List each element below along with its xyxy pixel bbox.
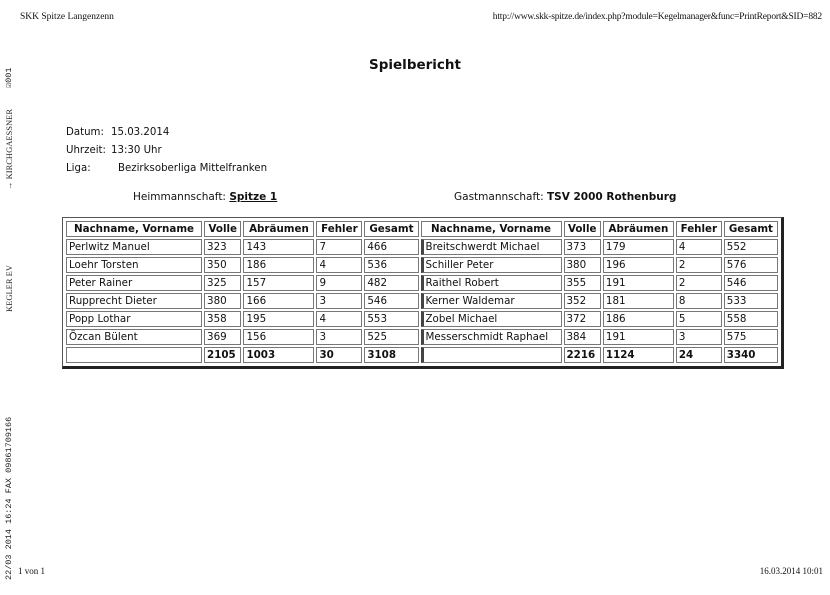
home-team-label: Heimmannschaft: — [133, 191, 226, 203]
league-value: Bezirksoberliga Mittelfranken — [118, 163, 268, 174]
table-row — [66, 275, 778, 291]
table-row — [66, 329, 778, 345]
home-fehler-cell: 9 — [316, 275, 362, 291]
table-row — [66, 257, 778, 273]
guest-fehler-cell: 4 — [676, 239, 722, 255]
home-gesamt-cell: 482 — [364, 275, 418, 291]
fax-page-marker: ☑001 — [4, 67, 14, 88]
home-name-cell: Özcan Bülent — [66, 329, 202, 345]
home-gesamt-cell: 466 — [364, 239, 418, 255]
date-label: Datum: — [66, 127, 104, 138]
guest-total-gesamt-cell: 3340 — [724, 347, 778, 363]
page-title: Spielbericht — [369, 57, 461, 73]
fax-sender: → KIRCHGAESSNER — [4, 109, 14, 190]
home-abraeumen-cell: 143 — [243, 239, 314, 255]
guest-total-fehler-cell: 24 — [676, 347, 722, 363]
home-volle-cell: 325 — [204, 275, 241, 291]
guest-gesamt-cell: 552 — [724, 239, 778, 255]
guest-total-name-cell — [421, 347, 562, 363]
guest-volle-cell: 380 — [564, 257, 601, 273]
home-total-name-cell — [66, 347, 202, 363]
col-guest-fehler: Fehler — [676, 221, 722, 237]
guest-team-name: TSV 2000 Rothenburg — [546, 191, 677, 203]
col-guest-gesamt: Gesamt — [724, 221, 778, 237]
home-name-cell: Peter Rainer — [66, 275, 202, 291]
league-label: Liga: — [66, 163, 91, 174]
totals-row — [66, 347, 778, 363]
meta-date — [66, 127, 169, 138]
col-home-volle: Volle — [204, 221, 241, 237]
guest-abraeumen-cell: 196 — [603, 257, 674, 273]
guest-volle-cell: 372 — [564, 311, 601, 327]
guest-fehler-cell: 2 — [676, 275, 722, 291]
score-table-frame — [62, 217, 784, 369]
meta-time — [66, 145, 162, 156]
col-guest-abraeumen: Abräumen — [603, 221, 674, 237]
guest-fehler-cell: 8 — [676, 293, 722, 309]
table-row — [66, 239, 778, 255]
home-fehler-cell: 4 — [316, 311, 362, 327]
home-fehler-cell: 3 — [316, 293, 362, 309]
home-name-cell: Popp Lothar — [66, 311, 202, 327]
home-fehler-cell: 3 — [316, 329, 362, 345]
guest-fehler-cell: 5 — [676, 311, 722, 327]
home-abraeumen-cell: 195 — [243, 311, 314, 327]
col-guest-volle: Volle — [564, 221, 601, 237]
home-gesamt-cell: 525 — [364, 329, 418, 345]
home-gesamt-cell: 536 — [364, 257, 418, 273]
col-home-fehler: Fehler — [316, 221, 362, 237]
home-gesamt-cell: 546 — [364, 293, 418, 309]
page-url: http://www.skk-spitze.de/index.php?module=Kegelmanager&func=PrintReport&SID=882 — [492, 12, 822, 22]
guest-fehler-cell: 3 — [676, 329, 722, 345]
guest-name-cell: Breitschwerdt Michael — [421, 239, 562, 255]
home-volle-cell: 323 — [204, 239, 241, 255]
guest-name-cell: Messerschmidt Raphael — [421, 329, 562, 345]
guest-team-label: Gastmannschaft: — [454, 191, 544, 203]
score-table — [64, 219, 780, 365]
table-row — [66, 311, 778, 327]
home-total-abraeumen-cell: 1003 — [243, 347, 314, 363]
guest-gesamt-cell: 546 — [724, 275, 778, 291]
guest-gesamt-cell: 558 — [724, 311, 778, 327]
guest-name-cell: Zobel Michael — [421, 311, 562, 327]
guest-gesamt-cell: 533 — [724, 293, 778, 309]
home-total-gesamt-cell: 3108 — [364, 347, 418, 363]
home-name-cell: Loehr Torsten — [66, 257, 202, 273]
fax-line: 22/03 2014 16:24 FAX 09861709166 — [4, 416, 14, 580]
col-home-name: Nachname, Vorname — [66, 221, 202, 237]
guest-abraeumen-cell: 186 — [603, 311, 674, 327]
site-name: SKK Spitze Langenzenn — [20, 12, 114, 22]
guest-fehler-cell: 2 — [676, 257, 722, 273]
guest-volle-cell: 384 — [564, 329, 601, 345]
home-abraeumen-cell: 166 — [243, 293, 314, 309]
home-abraeumen-cell: 156 — [243, 329, 314, 345]
print-timestamp: 16.03.2014 10:01 — [759, 566, 823, 576]
home-volle-cell: 358 — [204, 311, 241, 327]
guest-name-cell: Schiller Peter — [421, 257, 562, 273]
date-value: 15.03.2014 — [111, 127, 170, 138]
guest-team — [454, 191, 676, 203]
guest-volle-cell: 352 — [564, 293, 601, 309]
guest-abraeumen-cell: 181 — [603, 293, 674, 309]
home-team-name[interactable]: Spitze 1 — [229, 191, 278, 203]
home-fehler-cell: 4 — [316, 257, 362, 273]
home-team — [133, 191, 277, 203]
home-volle-cell: 350 — [204, 257, 241, 273]
home-gesamt-cell: 553 — [364, 311, 418, 327]
home-abraeumen-cell: 186 — [243, 257, 314, 273]
meta-league — [66, 163, 267, 174]
home-abraeumen-cell: 157 — [243, 275, 314, 291]
col-home-abraeumen: Abräumen — [243, 221, 314, 237]
page-count: 1 von 1 — [18, 566, 45, 576]
home-total-volle-cell: 2105 — [204, 347, 241, 363]
home-name-cell: Rupprecht Dieter — [66, 293, 202, 309]
guest-gesamt-cell: 576 — [724, 257, 778, 273]
time-label: Uhrzeit: — [66, 145, 106, 156]
home-volle-cell: 369 — [204, 329, 241, 345]
guest-volle-cell: 373 — [564, 239, 601, 255]
guest-total-volle-cell: 2216 — [564, 347, 601, 363]
table-header-row — [66, 221, 778, 237]
guest-total-abraeumen-cell: 1124 — [603, 347, 674, 363]
home-total-fehler-cell: 30 — [316, 347, 362, 363]
fax-club: KEGLER EV — [4, 265, 14, 312]
guest-volle-cell: 355 — [564, 275, 601, 291]
home-name-cell: Perlwitz Manuel — [66, 239, 202, 255]
col-home-gesamt: Gesamt — [364, 221, 418, 237]
guest-abraeumen-cell: 191 — [603, 275, 674, 291]
guest-name-cell: Raithel Robert — [421, 275, 562, 291]
table-row — [66, 293, 778, 309]
home-fehler-cell: 7 — [316, 239, 362, 255]
col-guest-name: Nachname, Vorname — [421, 221, 562, 237]
guest-abraeumen-cell: 191 — [603, 329, 674, 345]
guest-name-cell: Kerner Waldemar — [421, 293, 562, 309]
home-volle-cell: 380 — [204, 293, 241, 309]
guest-gesamt-cell: 575 — [724, 329, 778, 345]
time-value: 13:30 Uhr — [111, 145, 162, 156]
guest-abraeumen-cell: 179 — [603, 239, 674, 255]
